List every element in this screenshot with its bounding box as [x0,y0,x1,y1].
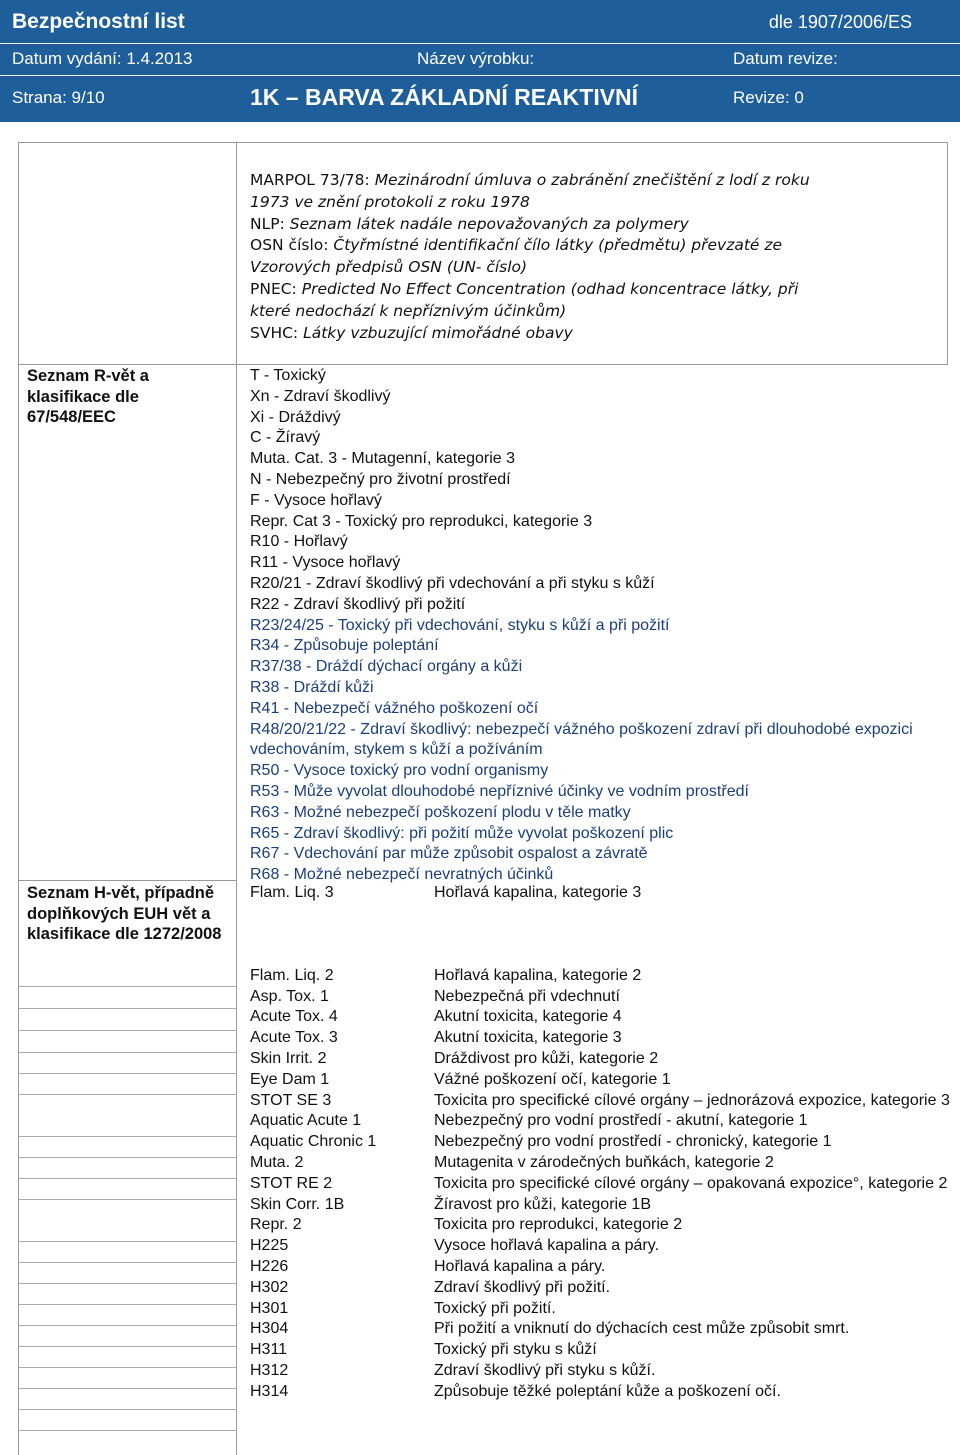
h-phrase-text: Toxicita pro specifické cílové orgány – jednorázová expozice, kategorie 3 [434,1091,950,1109]
table-row-divider [18,1283,236,1284]
table-row-divider [18,1367,236,1368]
h-phrase-row [250,1070,950,1091]
h-phrase-code: H314 [250,1382,289,1400]
h-phrase-code: Aquatic Chronic 1 [250,1133,377,1151]
r-section-label: Seznam R-vět a klasifikace dle 67/548/EEC [27,367,149,426]
abbreviation-key: PNEC: [250,279,302,298]
abbreviation-line [250,235,950,257]
h-phrase-code: H312 [250,1361,289,1379]
abbreviation-definition: které nedochází k nepříznivým účinkům) [250,301,567,320]
r-phrase-item: R63 - Možné nebezpečí poškození plodu v těle matky [250,803,631,821]
h-phrase-text: Nebezpečná při vdechnutí [434,987,620,1005]
h-phrase-row [250,1091,950,1112]
r-phrase-item: R48/20/21/22 - Zdraví škodlivý: nebezpečí vážného poškození zdraví při dlouhodobé expozici vdechováním, stykem s kůží a požíváním [250,720,913,759]
h-phrase-code: STOT SE 3 [250,1091,332,1109]
abbreviation-definition: Mezinárodní úmluva o zabránění znečištění z lodí z roku [374,171,810,189]
h-phrase-text: Žíravost pro kůži, kategorie 1B [434,1195,651,1213]
h-phrase-code: Muta. 2 [250,1153,304,1171]
abbreviation-key: MARPOL 73/78: [250,171,375,189]
table-row-divider [18,880,236,881]
h-phrase-code: H226 [250,1257,289,1275]
issue-date: Datum vydání: 1.4.2013 [12,49,193,68]
r-phrase-item: R41 - Nebezpečí vážného poškození očí [250,699,539,717]
h-phrase-row [250,966,950,987]
abbreviation-line [250,214,950,236]
table-row-divider [18,1199,236,1200]
table-row-divider [18,1430,236,1431]
h-phrase-text: Hořlavá kapalina a páry. [434,1257,606,1275]
table-row-divider [18,986,236,987]
table-row-divider [18,1073,236,1074]
h-phrase-code: Skin Irrit. 2 [250,1049,327,1067]
abbreviation-key: SVHC: [250,323,304,342]
header-divider [0,43,960,44]
h-phrase-code: STOT RE 2 [250,1174,333,1192]
h-phrase-row [250,1382,950,1403]
h-phrase-code: Aquatic Acute 1 [250,1112,362,1130]
h-phrase-text: Dráždivost pro kůži, kategorie 2 [434,1049,659,1067]
r-phrase-item: Muta. Cat. 3 - Mutagenní, kategorie 3 [250,450,516,468]
h-phrase-text: Akutní toxicita, kategorie 3 [434,1029,622,1047]
table-row-divider [18,1094,236,1095]
h-phrase-code: Skin Corr. 1B [250,1195,345,1213]
table-column-divider [236,142,237,1455]
regulation-reference: dle 1907/2006/ES [768,12,912,32]
h-phrase-row [250,1007,950,1028]
abbreviation-definition: Čtyřmístné identifikační čílo látky (předmětu) převzaté ze [333,236,783,255]
table-row-divider [18,1052,236,1053]
r-phrase-item: R22 - Zdraví škodlivý při požití [250,595,466,613]
h-phrase-row [250,1174,950,1195]
h-phrase-text: Hořlavá kapalina, kategorie 3 [434,884,642,901]
r-phrase-item: R65 - Zdraví škodlivý: při požití může vyvolat poškození plic [250,824,674,842]
table-row-divider [18,1178,236,1179]
h-phrase-code: Asp. Tox. 1 [250,987,329,1005]
h-phrase-text: Toxický při styku s kůží [434,1341,597,1359]
r-phrase-item: R37/38 - Dráždí dýchací orgány a kůži [250,658,523,676]
h-phrase-row [250,1132,950,1153]
h-phrase-code: Flam. Liq. 3 [250,884,334,901]
h-phrase-code: H302 [250,1278,289,1296]
h-phrase-text: Mutagenita v zárodečných buňkách, kategorie 2 [434,1153,774,1171]
h-phrase-code: Repr. 2 [250,1216,302,1234]
h-phrase-row [250,1299,950,1320]
h-phrase-row [250,1278,950,1299]
r-phrase-item: F - Vysoce hořlavý [250,491,382,509]
revision-date-label: Datum revize: [733,49,838,68]
h-phrase-code: H304 [250,1320,289,1338]
abbreviation-definition: 1973 ve znění protokoli z roku 1978 [250,192,530,211]
product-name: 1K – BARVA ZÁKLADNÍ REAKTIVNÍ [250,84,639,110]
r-phrase-item: R23/24/25 - Toxický při vdechování, styku s kůží a při požití [250,616,670,634]
r-phrase-item: R53 - Může vyvolat dlouhodobé nepříznivé účinky ve vodním prostředí [250,782,749,800]
h-phrase-row [250,1361,950,1382]
abbreviation-line [250,257,950,279]
h-phrase-code: Acute Tox. 3 [250,1029,338,1047]
table-border-top [18,142,948,143]
h-phrase-text: Při požití a vniknutí do dýchacích cest může způsobit smrt. [434,1320,850,1338]
product-name-label: Název výrobku: [417,49,535,68]
h-phrase-text: Způsobuje těžké poleptání kůže a poškození očí. [434,1382,781,1400]
abbreviation-definition: Seznam látek nadále nepovažovaných za polymery [289,214,689,233]
h-phrase-text: Vysoce hořlavá kapalina a páry. [434,1237,660,1255]
table-row-divider [18,1030,236,1031]
r-phrase-item: Repr. Cat 3 - Toxický pro reprodukci, kategorie 3 [250,512,593,530]
abbreviation-line [250,170,950,192]
document-title: Bezpečnostní list [12,10,185,33]
h-phrase-row [250,1195,950,1216]
h-phrase-row [250,1319,950,1340]
h-phrase-code: H225 [250,1237,289,1255]
h-phrase-row [250,883,950,904]
table-row-divider [18,1346,236,1347]
h-phrase-text: Zdraví škodlivý při požití. [434,1278,611,1296]
r-phrase-item: Xi - Dráždivý [250,408,341,426]
h-phrase-code: H301 [250,1299,289,1317]
h-phrase-row [250,1153,950,1174]
r-phrase-item: C - Žíravý [250,429,321,447]
h-phrase-text: Akutní toxicita, kategorie 4 [434,1008,622,1026]
h-phrase-text: Zdraví škodlivý při styku s kůží. [434,1361,656,1379]
h-phrase-row [250,1215,950,1236]
r-phrase-item: Xn - Zdraví škodlivý [250,387,391,405]
r-phrase-item: N - Nebezpečný pro životní prostředí [250,470,511,488]
r-phrase-item: R34 - Způsobuje poleptání [250,637,439,655]
h-phrase-code: H311 [250,1341,288,1359]
h-phrase-text: Nebezpečný pro vodní prostředí - akutní, kategorie 1 [434,1112,808,1130]
header-divider [0,75,960,76]
h-phrase-row [250,1257,950,1278]
revision-number: Revize: 0 [733,88,804,107]
abbreviation-key: NLP: [250,214,290,233]
abbreviation-definition: Látky vzbuzující mimořádné obavy [303,323,573,342]
r-phrase-item: T - Toxický [250,367,326,384]
table-row-divider [18,1325,236,1326]
page-number: Strana: 9/10 [12,88,105,107]
abbreviation-definition: Predicted No Effect Concentration (odhad koncentrace látky, při [301,279,799,298]
document-header [0,0,960,122]
h-phrase-code: Flam. Liq. 2 [250,966,334,984]
r-phrase-item: R38 - Dráždí kůži [250,678,374,696]
table-row-divider [18,1388,236,1389]
r-phrase-item: R50 - Vysoce toxický pro vodní organismy [250,762,549,780]
table-row-divider [18,1409,236,1410]
abbreviation-line [250,323,950,345]
h-section-spacer [250,904,950,966]
r-phrase-item: R68 - Možné nebezpečí nevratných účinků [250,866,554,884]
h-phrase-text: Hořlavá kapalina, kategorie 2 [434,966,642,984]
r-phrase-item: R11 - Vysoce hořlavý [250,554,401,572]
h-phrase-row [250,1236,950,1257]
r-phrases-list [250,366,950,886]
h-phrases-list [250,883,950,1403]
table-row-divider [18,1136,236,1137]
table-row-divider [18,1157,236,1158]
table-border-left [18,142,19,1455]
h-phrase-text: Toxicita pro reprodukci, kategorie 2 [434,1216,683,1234]
abbreviation-line [250,192,950,214]
r-phrase-item: R10 - Hořlavý [250,533,348,551]
table-row-divider [18,364,948,365]
h-phrase-row [250,987,950,1008]
h-phrase-code: Eye Dam 1 [250,1070,330,1088]
h-phrase-code: Acute Tox. 4 [250,1008,338,1026]
abbreviation-line [250,301,950,323]
abbreviation-definition: Vzorových předpisů OSN (UN- číslo) [250,258,528,277]
h-phrase-text: Toxicita pro specifické cílové orgány – opakovaná expozice°, kategorie 2 [434,1174,948,1192]
h-phrase-row [250,1028,950,1049]
table-row-divider [18,1241,236,1242]
h-phrase-text: Toxický při požití. [434,1299,556,1317]
abbreviation-line [250,279,950,301]
h-phrase-row [250,1049,950,1070]
r-phrase-item: R67 - Vdechování par může způsobit ospalost a závratě [250,845,648,863]
h-phrase-text: Nebezpečný pro vodní prostředí - chronický, kategorie 1 [434,1133,832,1151]
abbreviation-key: OSN číslo: [250,236,334,255]
r-phrase-item: R20/21 - Zdraví škodlivý při vdechování a při styku s kůží [250,574,655,592]
table-row-divider [18,1262,236,1263]
h-phrase-text: Vážné poškození očí, kategorie 1 [434,1070,671,1088]
h-phrase-row [250,1340,950,1361]
table-row-divider [18,1304,236,1305]
abbreviations-list [250,170,950,344]
table-row-divider [18,1008,236,1009]
h-section-label: Seznam H-vět, případně doplňkových EUH vět a klasifikace dle 1272/2008 [27,884,222,943]
h-phrase-row [250,1111,950,1132]
